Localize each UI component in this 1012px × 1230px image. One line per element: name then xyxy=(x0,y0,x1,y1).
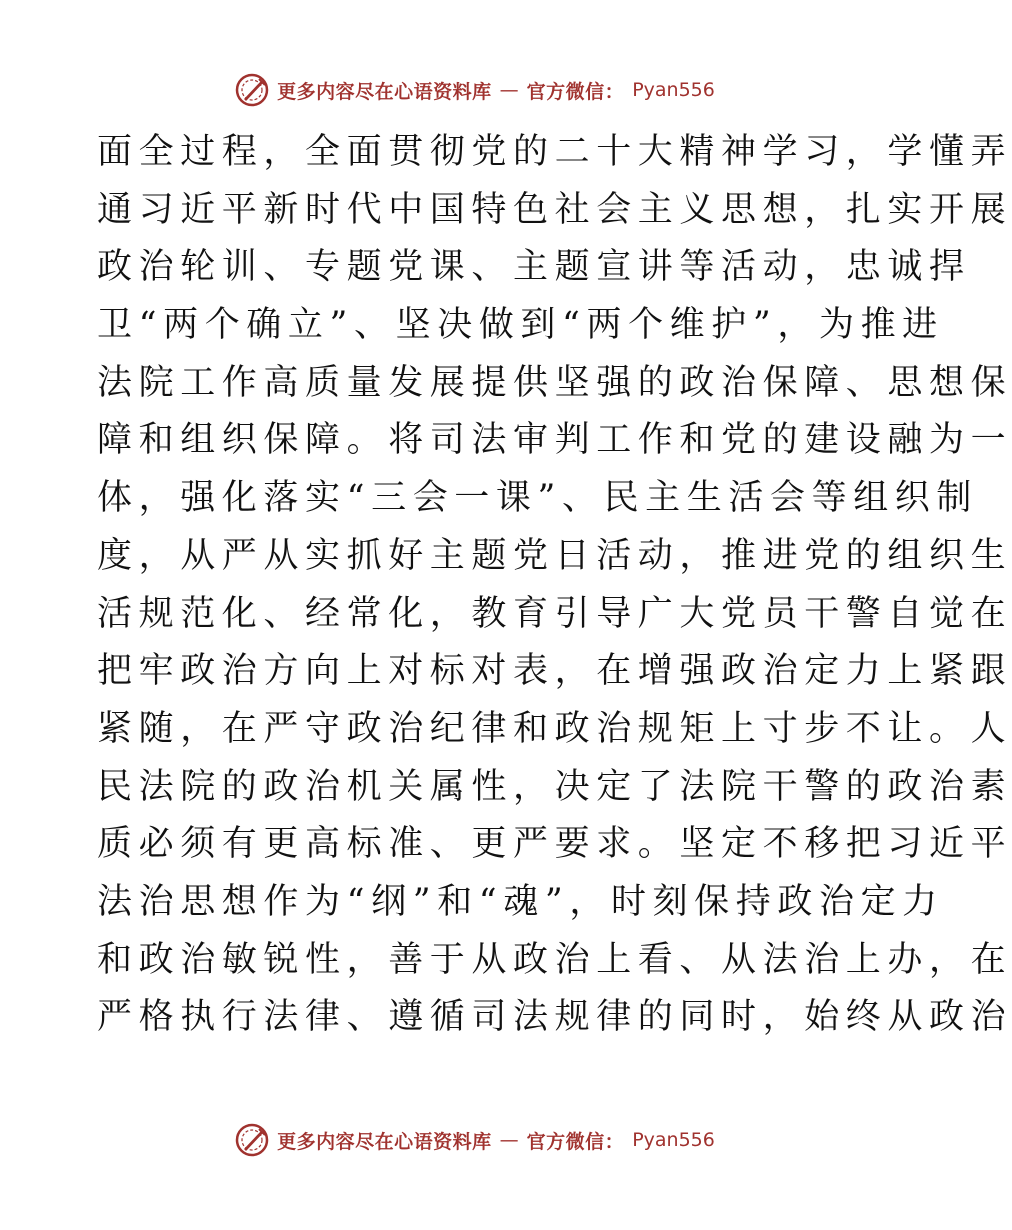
body-line: 法治思想作为“纲”和“魂”，时刻保持政治定力 xyxy=(97,881,944,922)
body-line: 民法院的政治机关属性，决定了法院干警的政治素 xyxy=(97,766,1012,807)
watermark-separator: — xyxy=(499,1129,519,1151)
body-line: 活规范化、经常化，教育引导广大党员干警自觉在 xyxy=(97,593,1012,634)
body-line: 障和组织保障。将司法审判工作和党的建设融为一 xyxy=(97,420,1012,461)
watermark-wechat-label: 官方微信： xyxy=(526,1130,625,1153)
watermark-wechat-label: 官方微信： xyxy=(526,80,625,103)
body-line: 政治轮训、专题党课、主题宣讲等活动，忠诚捍 xyxy=(97,247,971,288)
footer-watermark xyxy=(0,1120,950,1160)
body-line: 质必须有更高标准、更严要求。坚定不移把习近平 xyxy=(97,824,1012,865)
quill-logo-icon xyxy=(235,1123,269,1157)
header-watermark xyxy=(0,70,950,110)
body-line: 度，从严从实抓好主题党日活动，推进党的组织生 xyxy=(97,535,1012,576)
quill-logo-icon xyxy=(235,73,269,107)
watermark-site-text: 更多内容尽在心语资料库 xyxy=(277,80,492,103)
watermark-separator: — xyxy=(499,79,519,101)
body-line: 通习近平新时代中国特色社会主义思想，扎实开展 xyxy=(97,189,1012,230)
body-line: 卫“两个确立”、坚决做到“两个维护”，为推进 xyxy=(97,305,944,346)
watermark-wechat-id: Pyan556 xyxy=(632,79,715,101)
body-line: 法院工作高质量发展提供坚强的政治保障、思想保 xyxy=(97,362,1012,403)
watermark-wechat-id: Pyan556 xyxy=(632,1129,715,1151)
body-line: 和政治敏锐性，善于从政治上看、从法治上办，在 xyxy=(97,939,1012,980)
body-line: 紧随，在严守政治纪律和政治规矩上寸步不让。人 xyxy=(97,708,1012,749)
document-body xyxy=(97,124,1012,1047)
body-line: 把牢政治方向上对标对表，在增强政治定力上紧跟 xyxy=(97,651,1012,692)
body-line: 面全过程，全面贯彻党的二十大精神学习，学懂弄 xyxy=(97,132,1012,172)
body-line: 体，强化落实“三会一课”、民主生活会等组织制 xyxy=(97,478,978,519)
watermark-site-text: 更多内容尽在心语资料库 xyxy=(277,1130,492,1153)
body-line: 严格执行法律、遵循司法规律的同时，始终从政治 xyxy=(97,997,1012,1038)
